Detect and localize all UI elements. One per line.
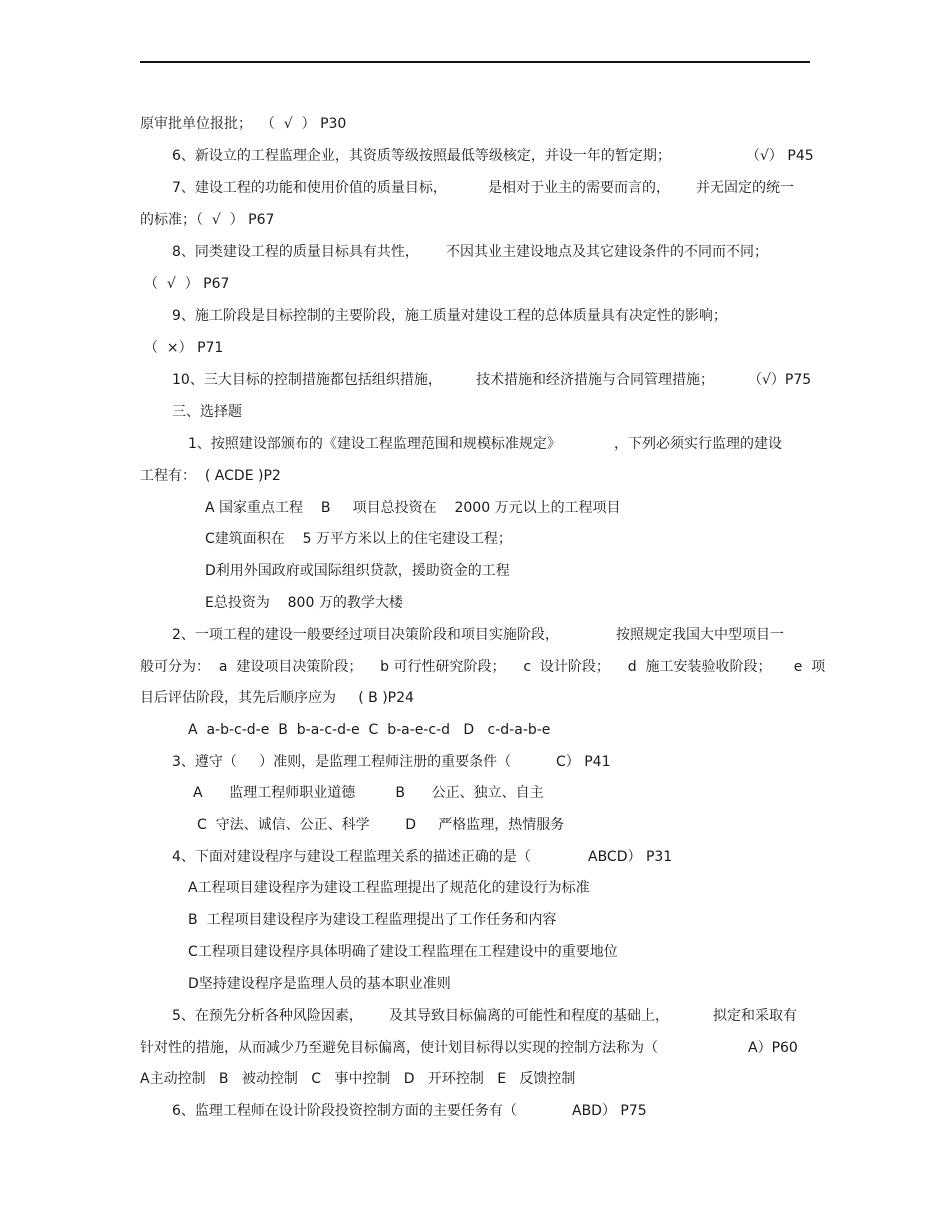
- section-heading: 三、选择题: [172, 404, 242, 420]
- text-line: 9、施工阶段是目标控制的主要阶段，施工质量对建设工程的总体质量具有决定性的影响；: [172, 308, 727, 324]
- answer-ref: 目后评估阶段，其先后顺序应为 ( B )P24: [140, 690, 414, 706]
- text-line: 并无固定的统一: [696, 180, 794, 196]
- option-line: A主动控制 B 被动控制 C 事中控制 D 开环控制 E 反馈控制: [140, 1071, 576, 1087]
- text-line: 技术措施和经济措施与合同管理措施；: [476, 372, 714, 388]
- option-line: A 监理工程师职业道德 B 公正、独立、自主: [193, 785, 544, 801]
- option-line: C建筑面积在 5 万平方米以上的住宅建设工程；: [205, 531, 512, 547]
- text-line: 是相对于业主的需要而言的，: [488, 180, 670, 196]
- text-line: 7、建设工程的功能和使用价值的质量目标，: [172, 180, 447, 196]
- text-line: 不因其业主建设地点及其它建设条件的不同而不同；: [446, 244, 768, 260]
- option-line: C 守法、诚信、公正、科学 D 严格监理，热情服务: [197, 817, 565, 833]
- header-rule: [140, 61, 810, 63]
- answer-ref: （√）P75: [748, 372, 812, 388]
- text-line: 针对性的措施，从而减少乃至避免目标偏离，使计划目标得以实现的控制方法称为（: [140, 1040, 658, 1056]
- text-line: 拟定和采取有: [713, 1008, 797, 1024]
- text-line: 原审批单位报批； （ √ ） P30: [140, 116, 347, 132]
- text-line: 4、下面对建设程序与建设工程监理关系的描述正确的是（: [172, 849, 531, 865]
- option-line: D利用外国政府或国际组织贷款，援助资金的工程: [205, 563, 510, 579]
- text-line: 2、一项工程的建设一般要经过项目决策阶段和项目实施阶段，: [172, 627, 559, 643]
- answer-ref: （√） P45: [746, 148, 814, 164]
- text-line: 5、在预先分析各种风险因素，: [172, 1008, 363, 1024]
- option-line: E总投资为 800 万的教学大楼: [205, 595, 403, 611]
- text-line: 般可分为： a 建设项目决策阶段； b 可行性研究阶段； c 设计阶段； d 施工安装验收阶段； e 项: [140, 659, 826, 675]
- text-line: 按照规定我国大中型项目一: [616, 627, 784, 643]
- answer-ref: ABD） P75: [572, 1103, 647, 1119]
- option-line: A a-b-c-d-e B b-a-c-d-e C b-a-e-c-d D c-d-a-b-e: [188, 722, 551, 738]
- text-line: 的标准；（ √ ） P67: [140, 212, 275, 228]
- answer-ref: A）P60: [748, 1040, 798, 1056]
- answer-ref: C） P41: [556, 754, 611, 770]
- option-line: A工程项目建设程序为建设工程监理提出了规范化的建设行为标准: [188, 880, 590, 896]
- text-line: ，下列必须实行监理的建设: [614, 436, 782, 452]
- text-line: 8、同类建设工程的质量目标具有共性，: [172, 244, 419, 260]
- answer-ref: ABCD） P31: [588, 849, 673, 865]
- text-line: 6、监理工程师在设计阶段投资控制方面的主要任务有（: [172, 1103, 517, 1119]
- option-line: C工程项目建设程序具体明确了建设工程监理在工程建设中的重要地位: [188, 944, 618, 960]
- answer-ref: （ √ ） P67: [144, 276, 230, 292]
- text-line: 6、新设立的工程监理企业，其资质等级按照最低等级核定，并设一年的暂定期；: [172, 148, 671, 164]
- answer-ref: 工程有： ( ACDE )P2: [140, 468, 281, 484]
- option-line: D坚持建设程序是监理人员的基本职业准则: [188, 976, 451, 992]
- option-line: A 国家重点工程 B 项目总投资在 2000 万元以上的工程项目: [205, 500, 621, 516]
- option-line: B 工程项目建设程序为建设工程监理提出了工作任务和内容: [188, 912, 557, 928]
- text-line: 10、三大目标的控制措施都包括组织措施，: [172, 372, 442, 388]
- text-line: 及其导致目标偏离的可能性和程度的基础上，: [389, 1008, 669, 1024]
- answer-ref: （ ×） P71: [144, 340, 224, 356]
- text-line: 3、遵守（ ）准则，是监理工程师注册的重要条件（: [172, 754, 512, 770]
- text-line: 1、按照建设部颁布的《建设工程监理范围和规模标准规定》: [188, 436, 561, 452]
